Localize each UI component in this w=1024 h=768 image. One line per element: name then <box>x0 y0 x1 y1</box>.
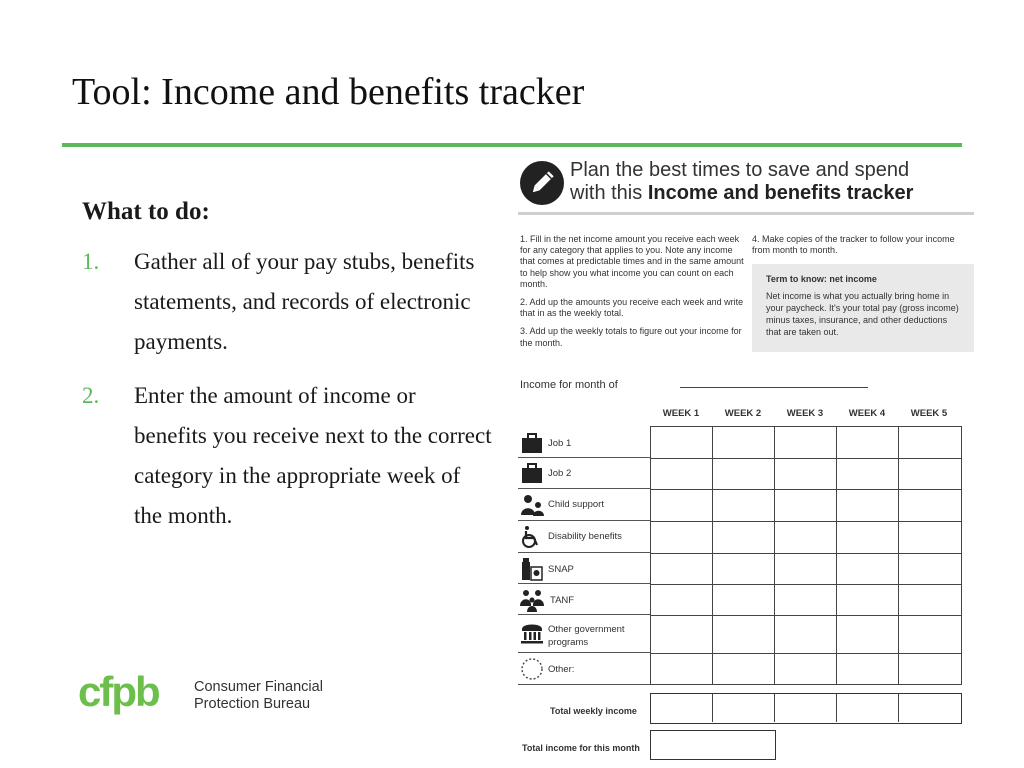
row-separator <box>518 488 650 489</box>
step-number: 2. <box>82 383 100 408</box>
what-to-do-heading: What to do: <box>82 198 210 225</box>
tracker-header <box>518 156 974 214</box>
grid-row-line <box>651 584 961 585</box>
tracker-instruction: 2. Add up the amounts you receive each week and write that in as the weekly total. <box>520 297 744 319</box>
row-label-job-1: Job 1 <box>548 438 572 449</box>
grid-column-line <box>712 427 713 684</box>
grid-row-line <box>651 553 961 554</box>
week-header: WEEK 2 <box>724 408 762 419</box>
income-grid[interactable] <box>650 426 962 685</box>
cfpb-logo <box>78 672 323 720</box>
row-label-other-government-programs: Other government programs <box>548 624 625 648</box>
row-label-job-2: Job 2 <box>548 468 572 479</box>
grid-column-line <box>836 427 837 684</box>
grid-row-line <box>651 458 961 459</box>
government-building-icon <box>520 620 544 644</box>
tracker-instruction-4: 4. Make copies of the tracker to follow your income from month to month. <box>752 234 955 256</box>
grid-row-line <box>651 489 961 490</box>
week-header: WEEK 4 <box>848 408 886 419</box>
logo-line-2: Protection Bureau <box>194 696 311 712</box>
row-label-child-support: Child support <box>548 499 604 510</box>
term-to-know-box <box>752 264 974 352</box>
grid-row-line <box>651 521 961 522</box>
cfpb-logo-mark <box>78 672 184 720</box>
steps-list <box>82 242 502 536</box>
step-number: 1. <box>82 249 100 274</box>
tracker-title-line-1: Plan the best times to save and spend <box>570 159 910 181</box>
instructions-panel <box>82 198 502 550</box>
slide-title: Tool: Income and benefits tracker <box>72 71 585 113</box>
term-title: Term to know: net income <box>766 274 877 284</box>
pencil-icon <box>520 161 564 205</box>
row-label-disability-benefits: Disability benefits <box>548 531 622 542</box>
total-weekly-income-label: Total weekly income <box>550 706 637 716</box>
grid-column-line <box>774 427 775 684</box>
family-icon <box>520 588 544 612</box>
row-separator <box>518 520 650 521</box>
cfpb-logo-letters: cfpb <box>78 672 159 715</box>
step-text: Gather all of your pay stubs, benefits statements, and records of electronic payments. <box>134 249 475 354</box>
income-tracker-document <box>518 156 976 768</box>
row-separator <box>518 583 650 584</box>
dotted-circle-icon <box>520 657 544 681</box>
month-input-line[interactable] <box>680 387 868 388</box>
row-label-tanf: TANF <box>550 595 575 606</box>
step-item <box>82 376 502 536</box>
row-label-snap: SNAP <box>548 564 574 575</box>
tracker-title-plain: with this <box>570 182 648 204</box>
row-separator <box>518 652 650 653</box>
grid-column-line <box>774 694 775 722</box>
grid-column-line <box>898 694 899 722</box>
tracker-header-divider <box>518 212 974 215</box>
month-label: Income for month of <box>520 379 618 391</box>
row-separator <box>518 552 650 553</box>
grocery-icon <box>520 557 544 581</box>
tracker-title <box>570 159 913 205</box>
row-label-other: Other: <box>548 664 575 675</box>
week-header: WEEK 5 <box>910 408 948 419</box>
briefcase-icon <box>520 431 544 455</box>
tracker-instructions <box>520 234 748 356</box>
tracker-instruction: 3. Add up the weekly totals to figure out your income for the month. <box>520 326 742 348</box>
term-body: Net income is what you actually bring home in your paycheck. It's your total pay (gross income) minus taxes, insurance, and other deductions that are taken out. <box>766 291 959 337</box>
row-separator <box>518 614 650 615</box>
briefcase-icon <box>520 461 544 485</box>
week-headers <box>650 408 962 422</box>
tracker-title-line-2 <box>570 182 913 205</box>
parent-child-icon <box>520 493 544 517</box>
row-separator <box>518 684 650 685</box>
step-text: Enter the amount of income or benefits you receive next to the correct category in the appropriate week of the month. <box>134 383 492 528</box>
grid-column-line <box>712 694 713 722</box>
grid-row-line <box>651 653 961 654</box>
week-header: WEEK 1 <box>662 408 700 419</box>
grid-row-line <box>651 615 961 616</box>
row-separator <box>518 457 650 458</box>
step-item <box>82 242 502 362</box>
tracker-instruction: 1. Fill in the net income amount you receive each week for any category that applies to you. Note any income that comes at predictable times and in the same amount to help show you what income you can count on each month. <box>520 234 744 289</box>
wheelchair-icon <box>520 525 544 549</box>
logo-line-1: Consumer Financial <box>194 679 323 695</box>
total-monthly-income-label: Total income for this month <box>522 743 640 753</box>
grid-column-line <box>836 694 837 722</box>
grid-column-line <box>898 427 899 684</box>
tracker-title-bold: Income and benefits tracker <box>647 182 914 204</box>
title-divider <box>62 143 962 147</box>
cfpb-logo-text <box>194 679 323 713</box>
week-header: WEEK 3 <box>786 408 824 419</box>
total-monthly-income-box[interactable] <box>650 730 776 760</box>
total-weekly-income-grid[interactable] <box>650 693 962 724</box>
